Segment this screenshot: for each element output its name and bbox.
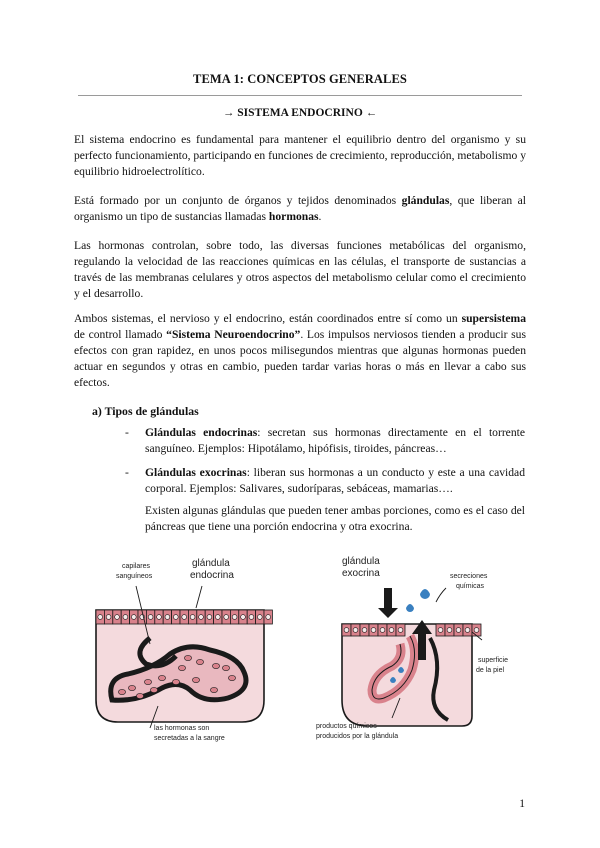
red-blood-cell [212,663,219,668]
cell-nucleus [199,615,204,620]
cell-nucleus [148,615,153,620]
surface-label-2: de la piel [476,667,505,674]
cell-nucleus [173,615,178,620]
p4-text-c: de control llamado [74,328,167,341]
endocrine-epithelium [96,610,272,624]
pancreas-note: Existen algunas glándulas que pueden tener ambas porciones, como es el caso del páncreas que tiene una porción endocrina y otra exocrina. [145,504,525,533]
cell-nucleus [115,615,120,620]
red-blood-cell [178,665,185,670]
cell-nucleus [353,628,358,633]
cell-nucleus [389,628,394,633]
cell-nucleus [266,615,271,620]
term-hormonas: hormonas [268,210,319,223]
list-item-endocrine [125,425,525,457]
term-glandulas: glándulas [401,194,450,207]
cell-nucleus [106,615,111,620]
red-blood-cell [136,693,143,698]
capillaries-label-1: capilares [122,563,151,570]
products-label-1: productos químicos [316,723,377,730]
exocrine-description: : liberan sus hormonas a un conducto y este a una cavidad corporal. Ejemplos: Salivares, sudoríparas, sebáceas, mamarias…. [145,466,525,495]
cell-nucleus [241,615,246,620]
cell-nucleus [157,615,162,620]
bullet-dash: - [125,466,129,479]
red-blood-cell [192,677,199,682]
exocrine-title-1: glándula [342,556,380,567]
p2-text-a: Está formado por un conjunto de órganos y tejidos denominados [74,194,402,207]
cell-nucleus [456,628,461,633]
red-blood-cell [150,687,157,692]
products-label-2: producidos por la glándula [316,733,399,740]
paragraph-hormone-functions: Las hormonas controlan, sobre todo, las diversas funciones metabólicas del organismo, regulando la velocidad de las reacciones químicas en las células, el transporte de sustancias a través de las membranas celulares y otros aspectos del metabolismo celular como el crecimiento y el desarrollo. [74,239,526,300]
red-blood-cell [172,679,179,684]
cell-nucleus [371,628,376,633]
cell-nucleus [215,615,220,620]
cell-nucleus [362,628,367,633]
red-blood-cell [222,665,229,670]
cell-nucleus [249,615,254,620]
term-supersistema: supersistema [461,312,526,325]
cell-nucleus [474,628,479,633]
gland-types-heading: a) Tipos de glándulas [92,404,199,418]
red-blood-cell [128,685,135,690]
red-blood-cell [210,687,217,692]
secretions-label-2: químicas [456,583,485,590]
page-number: 1 [519,798,525,810]
cell-nucleus [438,628,443,633]
paragraph-composition [74,193,526,225]
list-item-exocrine [125,465,525,497]
exocrine-title-2: exocrina [342,568,380,579]
cell-nucleus [190,615,195,620]
red-blood-cell [144,679,151,684]
surface-label-1: superficie [478,657,508,664]
endocrine-title-1: glándula [192,558,230,569]
hormones-label-2: secretadas a la sangre [154,735,225,742]
title-divider [78,95,522,96]
cell-nucleus [344,628,349,633]
paragraph-intro: El sistema endocrino es fundamental para mantener el equilibrio dentro del organismo y su perfecto funcionamiento, participando en funciones de crecimiento, reproducción, metabolismo y equilibrio hidroelectrolítico. [74,133,526,178]
section-title: → SISTEMA ENDOCRINO ← [222,107,378,119]
cell-nucleus [131,615,136,620]
p2-text-c: , que liberan al organismo un tipo de sustancias llamadas [74,194,526,223]
page-title: TEMA 1: CONCEPTOS GENERALES [193,72,407,86]
cell-nucleus [398,628,403,633]
red-blood-cell [118,689,125,694]
secretions-label-1: secreciones [450,573,488,580]
bullet-dash: - [125,426,129,439]
endocrine-description: : secretan sus hormonas directamente en el torrente sanguíneo. Ejemplos: Hipotálamo, hipófisis, tiroides, páncreas… [145,426,525,455]
p2-text-e: . [318,210,322,223]
red-blood-cell [228,675,235,680]
cell-nucleus [98,615,103,620]
cell-nucleus [257,615,262,620]
term-sistema-neuroendocrino: “Sistema Neuroendocrino” [166,328,301,341]
droplet-icon [406,604,414,612]
red-blood-cell [196,659,203,664]
term-exocrine: Glándulas exocrinas [145,466,247,479]
gland-pointer [196,586,202,608]
cell-nucleus [182,615,187,620]
exocrine-gland-diagram [312,550,522,750]
cell-nucleus [465,628,470,633]
gland-pointer-arrow-icon [378,588,398,618]
cell-nucleus [232,615,237,620]
hormones-label-1: las hormonas son [154,725,210,732]
paragraph-neuroendocrine [74,311,526,391]
secretion-pointer [436,588,446,602]
cell-nucleus [224,615,229,620]
cell-nucleus [447,628,452,633]
red-blood-cell [158,675,165,680]
cell-nucleus [380,628,385,633]
endocrine-title-2: endocrina [190,570,234,581]
cell-nucleus [123,615,128,620]
cell-nucleus [207,615,212,620]
red-blood-cell [184,655,191,660]
droplet-icon [420,589,430,599]
cell-nucleus [165,615,170,620]
capillaries-label-2: sanguíneos [116,573,153,580]
term-endocrine: Glándulas endocrinas [145,426,258,439]
endocrine-gland-diagram [92,550,292,750]
p4-text-a: Ambos sistemas, el nervioso y el endocrino, están coordinados entre sí como un [74,312,462,325]
p4-text-e: . Los impulsos nerviosos tienden a producir sus efectos con gran rapidez, en unos pocos milisegundos mientras que algunas hormonas pueden actuar en segundos y otras en cambio, pueden tardar varias horas o más en llevar a cabo sus efectos. [74,328,526,389]
